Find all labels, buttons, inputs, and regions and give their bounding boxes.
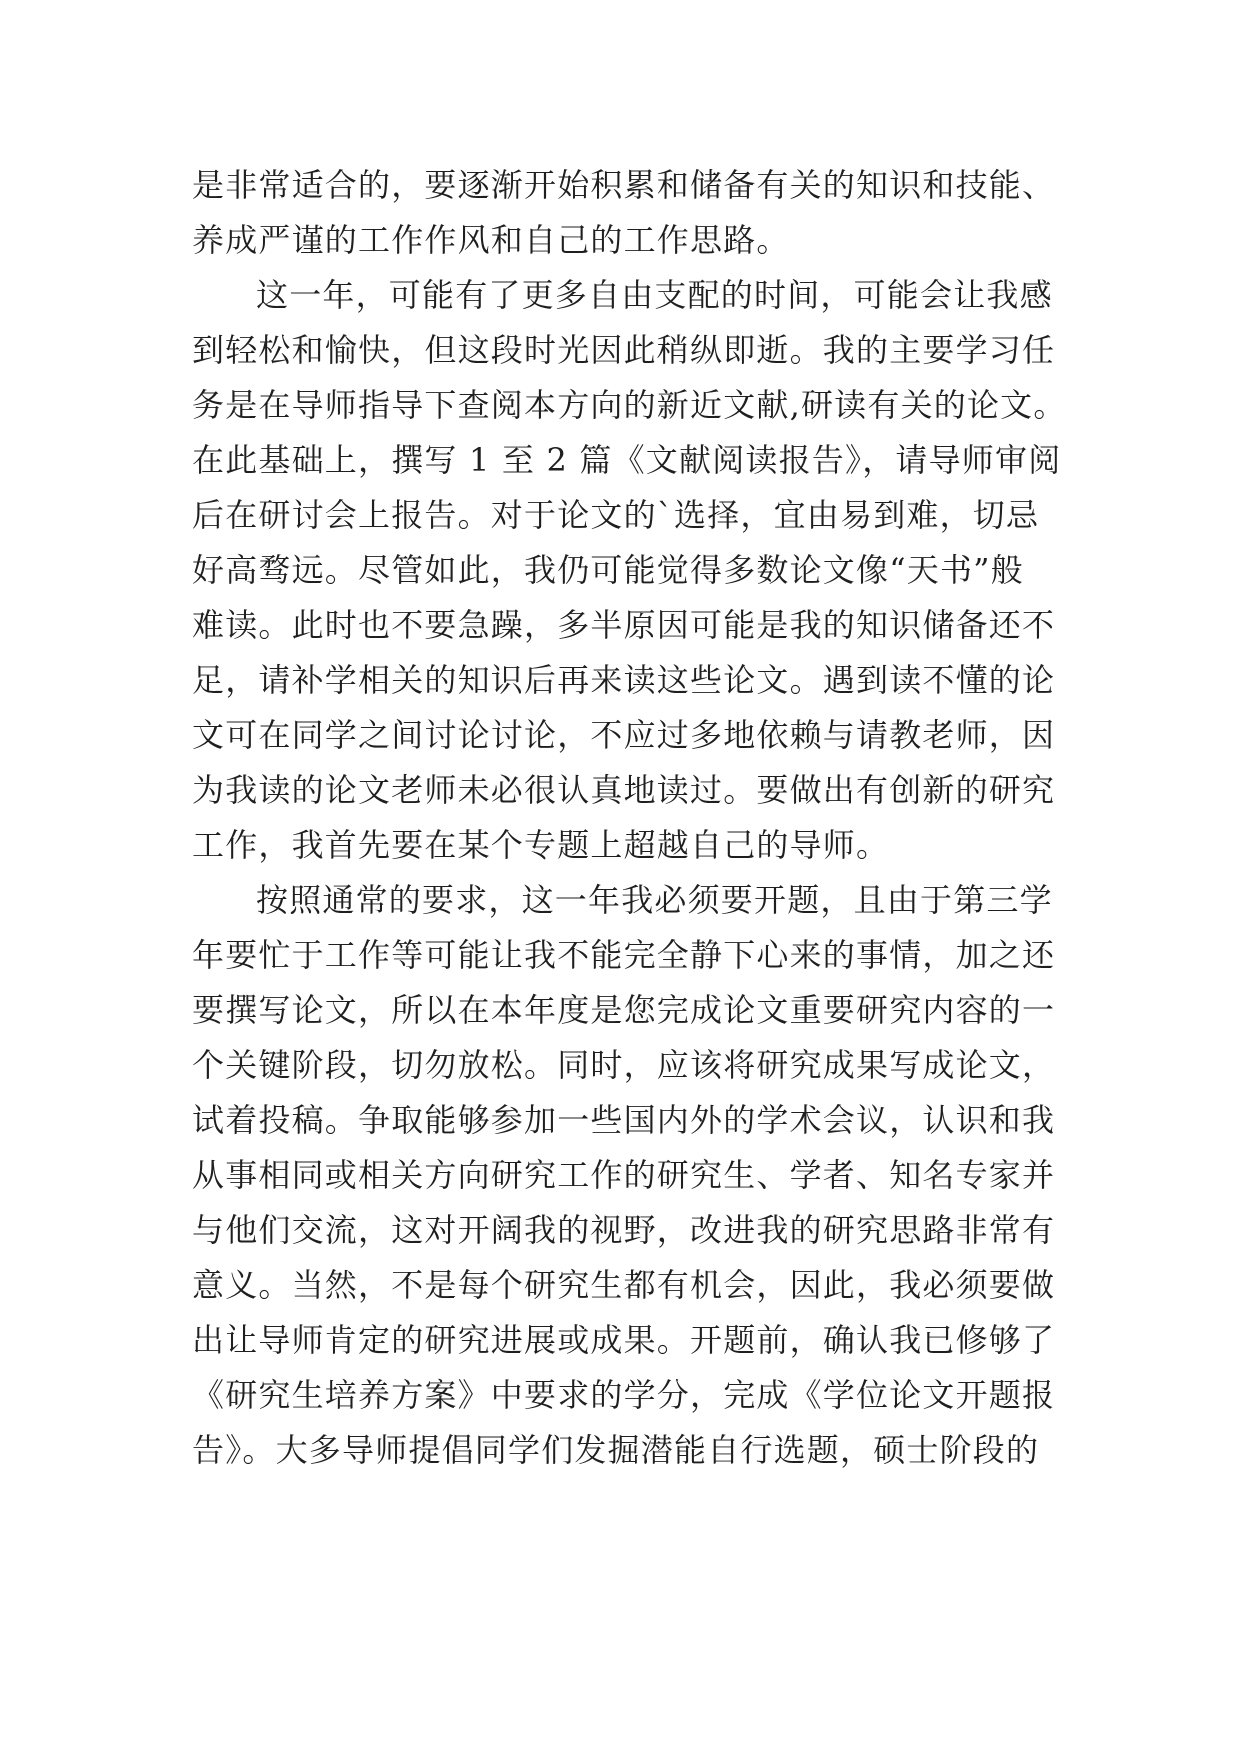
text-line: 意义。当然，不是每个研究生都有机会，因此，我必须要做 <box>192 1266 1056 1304</box>
text-line: 从事相同或相关方向研究工作的研究生、学者、知名专家并 <box>192 1156 1056 1194</box>
text-line: 文可在同学之间讨论讨论，不应过多地依赖与请教老师，因 <box>192 716 1056 754</box>
text-line: 工作，我首先要在某个专题上超越自己的导师。 <box>192 826 890 864</box>
text-line: 足，请补学相关的知识后再来读这些论文。遇到读不懂的论 <box>192 661 1056 699</box>
text-line: 好高骛远。尽管如此，我仍可能觉得多数论文像“天书”般 <box>192 551 1024 589</box>
text-line: 为我读的论文老师未必很认真地读过。要做出有创新的研究 <box>192 771 1056 809</box>
text-line: 到轻松和愉快，但这段时光因此稍纵即逝。我的主要学习任 <box>192 331 1056 369</box>
text-line: 出让导师肯定的研究进展或成果。开题前，确认我已修够了 <box>192 1321 1056 1359</box>
text-line: 年要忙于工作等可能让我不能完全静下心来的事情，加之还 <box>192 936 1056 974</box>
text-line: 与他们交流，这对开阔我的视野，改进我的研究思路非常有 <box>192 1211 1056 1249</box>
text-line: 养成严谨的工作作风和自己的工作思路。 <box>192 221 790 259</box>
text-line: 难读。此时也不要急躁，多半原因可能是我的知识储备还不 <box>192 606 1056 644</box>
text-line: 后在研讨会上报告。对于论文的`选择，宜由易到难，切忌 <box>192 496 1040 534</box>
text-line: 在此基础上，撰写 1 至 2 篇《文献阅读报告》，请导师审阅 <box>192 441 1062 479</box>
paragraph-start-line: 按照通常的要求，这一年我必须要开题，且由于第三学 <box>256 881 1053 919</box>
text-line: 《研究生培养方案》中要求的学分，完成《学位论文开题报 <box>192 1376 1056 1414</box>
text-line: 要撰写论文，所以在本年度是您完成论文重要研究内容的一 <box>192 991 1056 1029</box>
text-line: 个关键阶段，切勿放松。同时，应该将研究成果写成论文， <box>192 1046 1056 1084</box>
text-line: 是非常适合的，要逐渐开始积累和储备有关的知识和技能、 <box>192 166 1056 204</box>
paragraph-start-line: 这一年，可能有了更多自由支配的时间，可能会让我感 <box>256 276 1053 314</box>
text-line: 告》。大多导师提倡同学们发掘潜能自行选题，硕士阶段的 <box>192 1431 1040 1469</box>
text-line: 试着投稿。争取能够参加一些国内外的学术会议，认识和我 <box>192 1101 1056 1139</box>
text-line: 务是在导师指导下查阅本方向的新近文献,研读有关的论文。 <box>192 386 1067 424</box>
body-text <box>192 158 1072 1478</box>
